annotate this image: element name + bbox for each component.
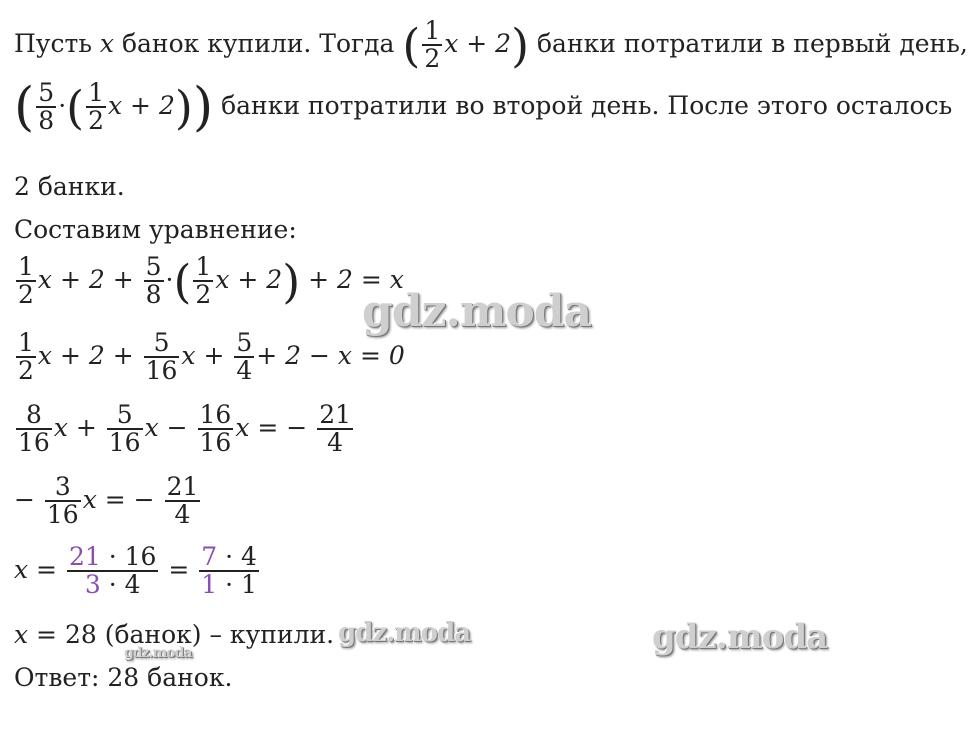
numerator: 5 <box>107 402 143 430</box>
highlighted-number: 21 <box>68 542 101 571</box>
close-paren: ) <box>511 18 530 73</box>
open-paren-big: ( <box>14 77 35 138</box>
watermark-2: gdz.moda <box>338 618 471 648</box>
watermark-1: gdz.moda <box>362 286 592 337</box>
fraction <box>144 254 164 309</box>
denominator: 4 <box>236 356 253 386</box>
expr-tail: x + 2 <box>108 90 175 120</box>
number: · 4 <box>100 570 141 600</box>
denominator: 2 <box>18 356 34 386</box>
fraction <box>86 80 106 135</box>
term: x + <box>53 412 97 442</box>
text-line-4 <box>14 215 297 244</box>
var-x: x <box>14 620 29 649</box>
text-line-3 <box>14 172 125 201</box>
numerator: 1 <box>88 78 105 107</box>
term: x + <box>181 340 225 370</box>
denominator: 8 <box>38 106 55 136</box>
number: · 4 <box>217 542 257 571</box>
line1-post: банки потратили в первый день, <box>537 28 968 58</box>
equation-2 <box>14 330 405 385</box>
fraction <box>36 80 56 135</box>
fraction <box>67 544 158 599</box>
line1-mid: банок купили. Тогда <box>114 28 403 58</box>
line1-pre: Пусть <box>14 28 100 58</box>
term: x + 2 + <box>37 340 134 370</box>
term-tail: + 2 − x = 0 <box>256 340 405 370</box>
fraction <box>45 474 81 529</box>
fraction <box>16 330 36 385</box>
numerator: 5 <box>38 78 55 107</box>
answer-text: Ответ: 28 банок. <box>14 663 233 692</box>
number: · 16 <box>100 542 157 571</box>
close-paren: ) <box>282 254 301 309</box>
numerator <box>199 544 259 572</box>
highlighted-number: 1 <box>201 570 218 600</box>
numerator: 21 <box>166 472 199 501</box>
number: · 1 <box>217 570 257 600</box>
denominator: 2 <box>88 106 105 136</box>
fraction <box>198 402 234 457</box>
numerator: 1 <box>424 16 441 45</box>
denominator: 2 <box>195 280 212 310</box>
numerator: 16 <box>199 400 232 429</box>
denominator: 16 <box>46 500 79 530</box>
denominator: 8 <box>145 280 162 310</box>
answer-line <box>14 663 232 692</box>
denominator: 2 <box>18 280 34 310</box>
denominator: 16 <box>145 356 178 386</box>
numerator: 5 <box>145 252 162 281</box>
term: x = − <box>235 412 308 442</box>
term: x = − <box>82 484 155 514</box>
fraction <box>144 330 180 385</box>
equation-1 <box>14 254 404 309</box>
numerator: 3 <box>45 474 81 502</box>
line2-post: банки потратили во второй день. После этого осталось <box>221 90 953 120</box>
highlighted-number: 3 <box>84 570 101 600</box>
term: x − <box>144 412 188 442</box>
denominator: 4 <box>174 500 191 530</box>
watermark-3: gdz.moda <box>124 645 192 661</box>
numerator: 1 <box>18 328 34 357</box>
term: x = <box>14 554 57 584</box>
fraction <box>317 402 353 457</box>
fraction <box>107 402 143 457</box>
equation-4 <box>14 474 202 529</box>
dot-operator: · <box>58 90 67 120</box>
close-paren: ) <box>174 80 193 135</box>
expr-tail: x + 2 <box>444 28 512 58</box>
fraction <box>193 254 213 309</box>
denominator: 4 <box>327 428 344 458</box>
numerator: 8 <box>16 402 52 430</box>
numerator: 1 <box>195 252 212 281</box>
fraction <box>165 474 201 529</box>
text-line-2 <box>14 77 953 138</box>
open-paren: ( <box>173 254 192 309</box>
denominator: 16 <box>18 428 50 458</box>
text-line-1 <box>14 18 968 73</box>
highlighted-number: 7 <box>201 542 218 571</box>
open-paren: ( <box>402 18 421 73</box>
numerator: 1 <box>18 252 34 281</box>
term-tail: + 2 = x <box>308 264 404 294</box>
fraction <box>234 330 254 385</box>
dot-operator: · <box>165 264 174 294</box>
fraction <box>422 18 442 73</box>
denominator: 2 <box>424 44 441 74</box>
numerator: 21 <box>319 400 351 429</box>
fraction <box>199 544 259 599</box>
var-x: x <box>99 28 115 58</box>
equation-3 <box>14 402 355 457</box>
equation-5 <box>14 544 261 599</box>
numerator: 5 <box>144 330 180 358</box>
line4-text: Составим уравнение: <box>14 215 297 244</box>
result-text: = 28 (банок) – купили. <box>28 620 335 649</box>
fraction <box>16 402 52 457</box>
minus-sign: − <box>14 484 35 514</box>
watermark-4: gdz.moda <box>652 617 828 657</box>
term: x + 2 <box>215 264 283 294</box>
term: x + 2 + <box>37 264 134 294</box>
denominator: 16 <box>108 428 141 458</box>
denominator <box>67 572 158 598</box>
fraction <box>16 254 36 309</box>
denominator <box>199 572 259 598</box>
equals-sign: = <box>168 554 190 584</box>
denominator: 16 <box>199 428 232 458</box>
open-paren: ( <box>66 80 85 135</box>
line3-text: 2 банки. <box>14 172 125 201</box>
close-paren-big: ) <box>192 77 214 138</box>
numerator <box>67 544 158 572</box>
numerator: 5 <box>236 328 253 357</box>
